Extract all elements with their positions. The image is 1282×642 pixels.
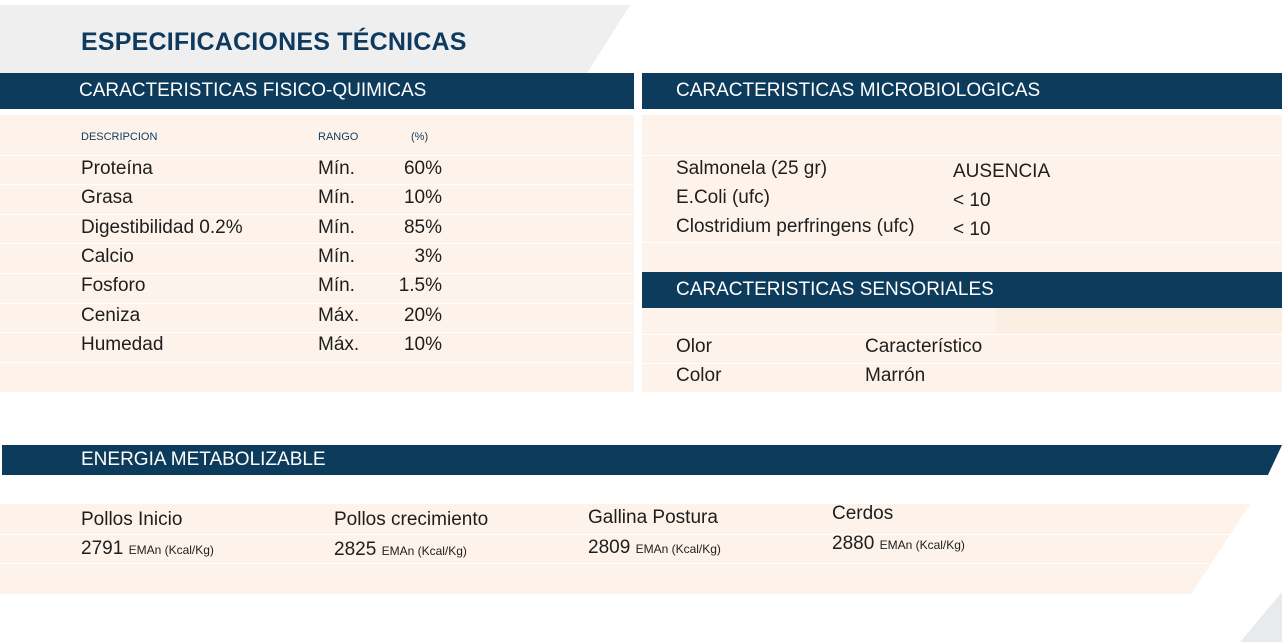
fisico-name: Calcio (81, 246, 134, 267)
sensorial-name: Olor (676, 336, 712, 357)
sensorial-header: CARACTERISTICAS SENSORIALES (676, 279, 994, 300)
row-separator (642, 242, 1282, 243)
energia-value: 2880 (832, 533, 875, 554)
micro-value: < 10 (953, 190, 991, 211)
row-separator (0, 184, 634, 185)
page-title: ESPECIFICACIONES TÉCNICAS (81, 28, 467, 56)
fisico-range: Mín. (318, 246, 355, 267)
fisico-value: 1.5% (398, 275, 442, 296)
energia-value-line (832, 532, 965, 557)
sensorial-shade (996, 308, 1282, 334)
fisico-header-bar (0, 73, 634, 109)
row-separator (0, 214, 634, 215)
fisico-range: Mín. (318, 217, 355, 238)
row-separator (0, 534, 1230, 535)
fisico-name: Grasa (81, 187, 133, 208)
energia-value-line (81, 537, 214, 562)
fisico-range: Mín. (318, 158, 355, 179)
micro-name: Salmonela (25 gr) (676, 158, 828, 179)
fisico-value: 10% (403, 334, 442, 355)
energia-unit: EMAn (Kcal/Kg) (635, 542, 721, 556)
sensorial-name: Color (676, 365, 722, 386)
energia-name: Gallina Postura (588, 507, 718, 528)
energia-value: 2825 (334, 539, 377, 560)
sensorial-value: Característico (865, 336, 983, 357)
micro-header: CARACTERISTICAS MICROBIOLOGICAS (676, 80, 1041, 101)
energia-name: Pollos Inicio (81, 509, 183, 530)
energia-unit: EMAn (Kcal/Kg) (381, 544, 467, 558)
row-separator (0, 243, 634, 244)
col-rango: RANGO (318, 131, 359, 143)
row-separator (0, 155, 634, 156)
energia-value: 2791 (81, 538, 124, 559)
fisico-value: 85% (403, 217, 442, 238)
energia-name: Pollos crecimiento (334, 509, 489, 530)
fisico-range: Máx. (318, 305, 360, 326)
row-separator (642, 363, 1282, 364)
fisico-range: Máx. (318, 334, 360, 355)
row-separator (0, 563, 1210, 564)
micro-value: AUSENCIA (953, 161, 1051, 182)
fisico-header: CARACTERISTICAS FISICO-QUIMICAS (79, 80, 427, 101)
energia-name: Cerdos (832, 503, 894, 524)
energia-unit: EMAn (Kcal/Kg) (879, 538, 965, 552)
sensorial-header-bar (642, 272, 1282, 308)
fisico-range: Mín. (318, 275, 355, 296)
energia-unit: EMAn (Kcal/Kg) (128, 543, 214, 557)
micro-name: Clostridium perfringens (ufc) (676, 216, 915, 237)
fisico-name: Proteína (81, 158, 153, 179)
fisico-name: Ceniza (81, 305, 141, 326)
fisico-value: 10% (403, 187, 442, 208)
fisico-name: Fosforo (81, 275, 146, 296)
decorative-corner (1240, 592, 1282, 642)
col-descripcion: DESCRIPCION (81, 131, 158, 143)
row-separator (642, 155, 1282, 156)
col-pct: (%) (411, 131, 429, 143)
fisico-name: Humedad (81, 334, 164, 355)
sensorial-value: Marrón (865, 365, 926, 386)
fisico-value: 3% (414, 246, 442, 267)
fisico-value: 20% (403, 305, 442, 326)
energia-header: ENERGIA METABOLIZABLE (81, 449, 326, 470)
energia-value-line (588, 536, 721, 561)
row-separator (0, 362, 634, 363)
fisico-name: Digestibilidad 0.2% (81, 217, 243, 238)
energia-value: 2809 (588, 537, 631, 558)
fisico-range: Mín. (318, 187, 355, 208)
fisico-value: 60% (403, 158, 442, 179)
micro-name: E.Coli (ufc) (676, 187, 770, 208)
micro-header-bar (642, 73, 1282, 109)
micro-value: < 10 (953, 219, 991, 240)
energia-value-line (334, 538, 467, 563)
